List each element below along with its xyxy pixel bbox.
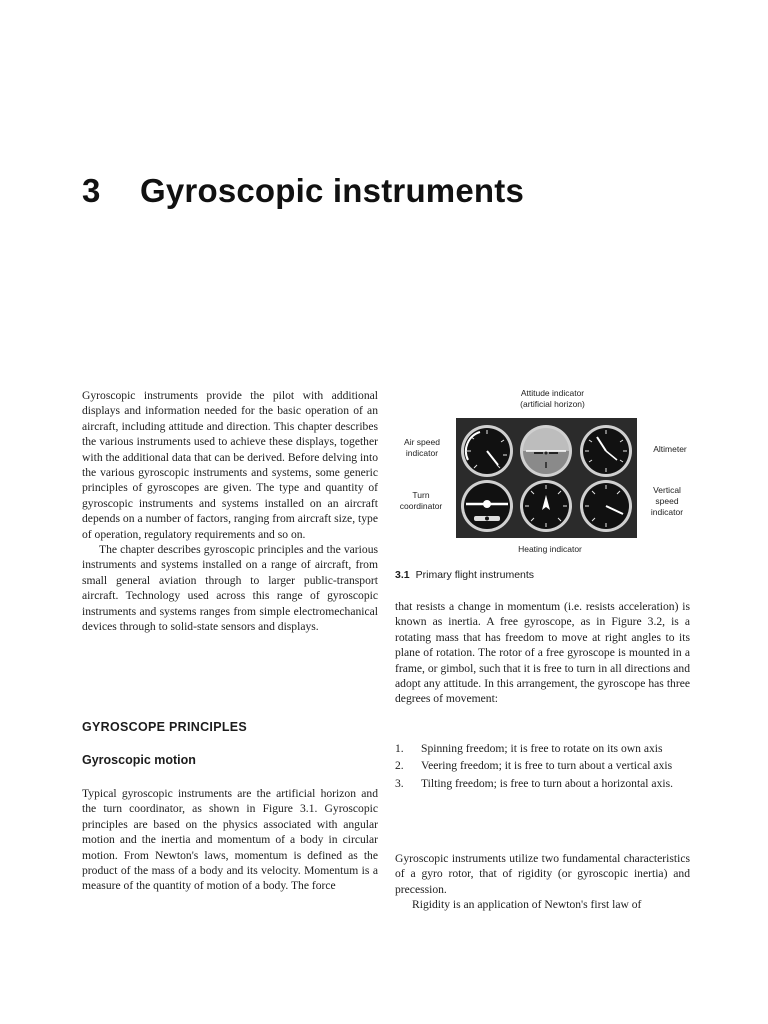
list-marker: 2. (395, 759, 404, 773)
vsi-label-line1: Vertical (653, 485, 681, 495)
turn-coordinator-label (388, 490, 454, 512)
list-item-text: Spinning freedom; it is free to rotate on its own axis (421, 742, 663, 755)
heading-indicator-label: Heating indicator (518, 544, 582, 554)
list-item-text: Veering freedom; it is free to turn about a vertical axis (421, 759, 673, 773)
freedoms-list (395, 741, 690, 793)
motion-paragraph: Typical gyroscopic instruments are the artificial horizon and the turn coordinator, as shown in Figure 3.1. Gyroscopic principles are based on the physics associated with angular motion and the inertia and momentum of a body in circular motion. From Newton's laws, momentum is defined as the product of the mass of a body and its velocity. Momentum is a measure of the quantity of motion of a body. The force (82, 787, 378, 893)
attitude-indicator-label (490, 388, 615, 410)
vsi-label-line2: speed (655, 496, 679, 506)
section-heading: GYROSCOPE PRINCIPLES (82, 720, 248, 734)
closing-paragraph-1: Gyroscopic instruments utilize two fundamental characteristics of a gyro rotor, that of rigidity (or gyroscopic inertia) and precession. (395, 852, 690, 896)
turn-coordinator-dial-icon (461, 480, 513, 532)
altimeter-dial-icon (580, 425, 632, 477)
intro-paragraph-1: Gyroscopic instruments provide the pilot with additional displays and information needed for the basic operation of an aircraft, including attitude and direction. This chapter describes the various instruments used to achieve these displays, together with the additional data that can be derived. Before delving into the various gyroscopic instruments and systems, some generic principles of gyroscopes are given. The type and quantity of gyroscopic instruments and systems installed on an aircraft depends on a number of factors, ranging from aircraft size, type of operation, regulatory requirements and so on. (82, 389, 378, 541)
closing-text (395, 851, 690, 913)
closing-paragraph-2: Rigidity is an application of Newton's first law of (412, 898, 642, 912)
intro-paragraph-2: The chapter describes gyroscopic principles and the various instruments and systems installed on a range of aircraft, from small general aviation through to larger public-transport aircraft. Technology used across this range of gyroscopic instruments and systems ranges from simple electromechanical devices through to solid-state sensors and displays. (82, 543, 378, 634)
attitude-dial-icon (520, 425, 572, 477)
intro-text (82, 388, 378, 635)
attitude-label-line1: Attitude indicator (520, 388, 585, 398)
figure-caption (395, 569, 534, 581)
chapter-title-text: Gyroscopic instruments (140, 172, 524, 209)
right-column-text (395, 599, 690, 707)
list-marker: 1. (395, 742, 404, 755)
turn-label-line1: Turn (412, 490, 430, 500)
instrument-panel-image (456, 418, 637, 538)
chapter-title (82, 172, 524, 210)
list-marker: 3. (395, 776, 404, 790)
vertical-speed-indicator-label (640, 485, 694, 518)
airspeed-indicator-label (392, 437, 452, 459)
heading-dial-icon (520, 480, 572, 532)
vsi-label-line3: indicator (650, 507, 684, 517)
list-item (395, 776, 690, 791)
airspeed-label-line1: Air speed (404, 437, 440, 447)
turn-label-line2: coordinator (399, 501, 443, 511)
list-item (395, 758, 690, 773)
subsection-heading: Gyroscopic motion (82, 753, 196, 767)
right-paragraph: that resists a change in momentum (i.e. resists acceleration) is known as inertia. A free gyroscope, as in Figure 3.2, is a rotating mass that has freedom to move at right angles to its plane of rotation. The rotor of a free gyroscope is mounted in a frame, or gimbol, such that it is free to turn in all directions and adopt any attitude. In this arrangement, the gyroscope has three degrees of movement: (395, 600, 690, 706)
list-item-text: Tilting freedom; is free to turn about a horizontal axis. (421, 776, 674, 790)
vertical-speed-dial-icon (580, 480, 632, 532)
airspeed-label-line2: indicator (405, 448, 439, 458)
list-item (395, 741, 690, 756)
airspeed-dial-icon (461, 425, 513, 477)
chapter-number: 3 (82, 172, 101, 209)
figure-caption-text: Primary flight instruments (415, 569, 535, 581)
attitude-label-line2: (artificial horizon) (520, 399, 585, 409)
motion-text (82, 786, 378, 894)
altimeter-label: Altimeter (653, 444, 687, 454)
instrument-panel-graphic (456, 418, 637, 538)
figure-number: 3.1 (395, 569, 410, 581)
